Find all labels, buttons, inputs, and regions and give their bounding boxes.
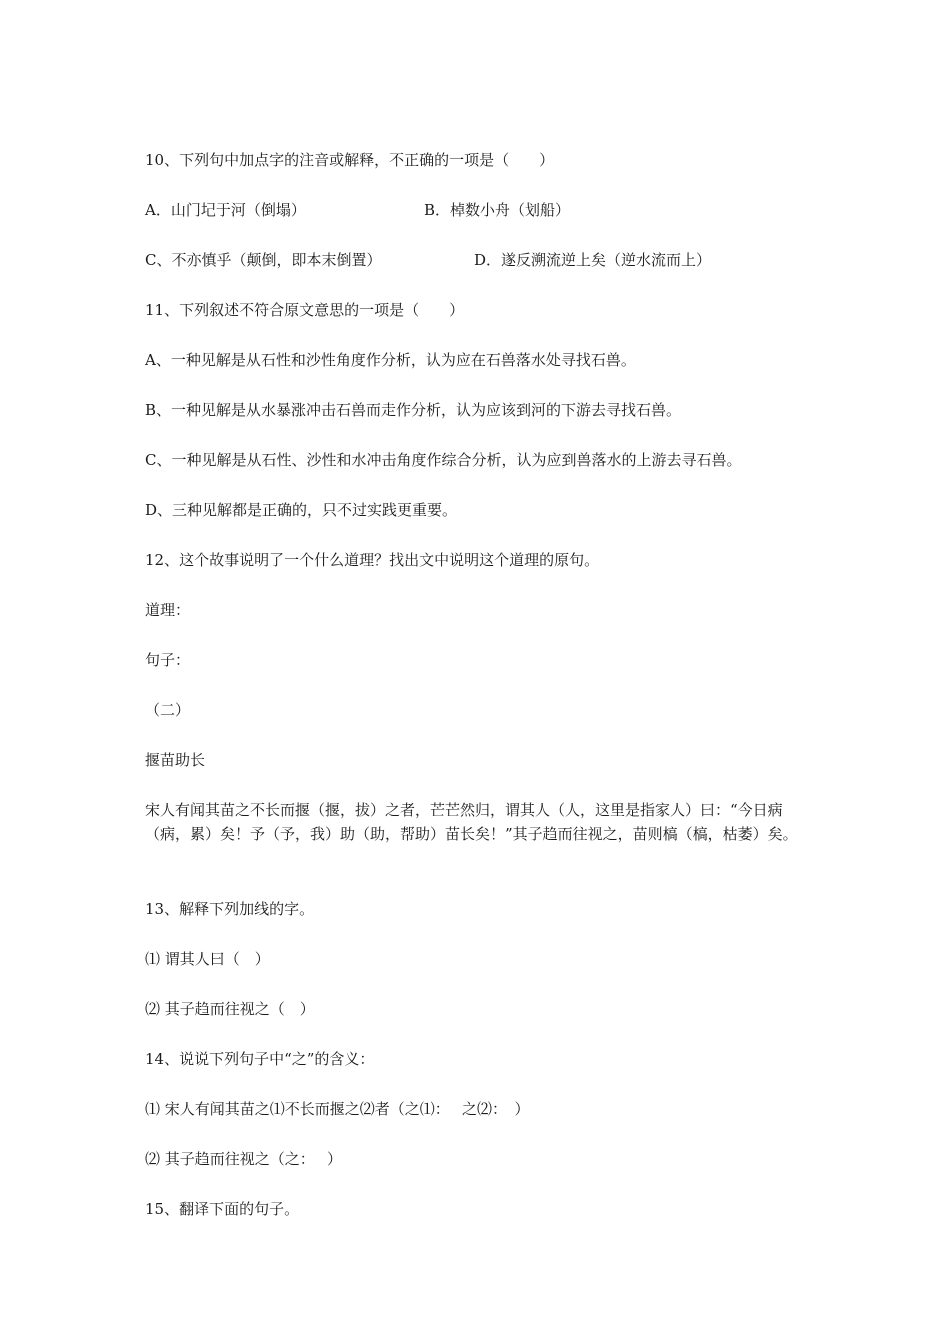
question-11-stem: 11、下列叙述不符合原文意思的一项是（ ） — [145, 301, 465, 319]
question-11-option-d: D、三种见解都是正确的，只不过实践更重要。 — [145, 501, 458, 519]
question-10-stem: 10、下列句中加点字的注音或解释，不正确的一项是（ ） — [145, 151, 555, 169]
question-14-item-2: ⑵ 其子趋而往视之（之： ） — [145, 1150, 343, 1168]
question-13-stem: 13、解释下列加线的字。 — [145, 900, 315, 918]
question-15-stem: 15、翻译下面的句子。 — [145, 1200, 300, 1218]
question-11-option-a: A、一种见解是从石性和沙性角度作分析，认为应在石兽落水处寻找石兽。 — [145, 351, 636, 369]
question-11-option-b: B、一种见解是从水暴涨冲击石兽而走作分析，认为应该到河的下游去寻找石兽。 — [145, 401, 682, 419]
question-14-stem: 14、说说下列句子中“之”的含义： — [145, 1050, 375, 1068]
question-11-option-c: C、一种见解是从石性、沙性和水冲击角度作综合分析，认为应到兽落水的上游去寻石兽。 — [145, 451, 742, 469]
section-heading: （二） — [145, 701, 191, 719]
question-13-item-1: ⑴ 谓其人曰（ ） — [145, 950, 270, 968]
question-12-sentence-label: 句子： — [145, 651, 191, 669]
question-14-item-1: ⑴ 宋人有闻其苗之⑴不长而揠之⑵者（之⑴： 之⑵： ） — [145, 1100, 530, 1118]
question-12-reason-label: 道理： — [145, 601, 191, 619]
question-12-stem: 12、这个故事说明了一个什么道理？找出文中说明这个道理的原句。 — [145, 551, 600, 569]
question-10-option-a: A．山门圮于河（倒塌） — [145, 201, 306, 219]
question-10-option-d: D．遂反溯流逆上矣（逆水流而上） — [474, 251, 712, 269]
question-10-option-c: C、不亦慎乎（颠倒，即本末倒置） — [145, 251, 382, 269]
question-10-option-b: B．棹数小舟（划船） — [424, 201, 571, 219]
passage-title: 揠苗助长 — [145, 751, 206, 769]
passage-text: 宋人有闻其苗之不长而揠（揠，拔）之者，芒芒然归，谓其人（人，这里是指家人）曰：“今日病（病，累）矣！予（予，我）助（助，帮助）苗长矣！”其子趋而往视之，苗则槁（槁，枯萎）矣。 — [145, 801, 798, 843]
question-13-item-2: ⑵ 其子趋而往视之（ ） — [145, 1000, 315, 1018]
